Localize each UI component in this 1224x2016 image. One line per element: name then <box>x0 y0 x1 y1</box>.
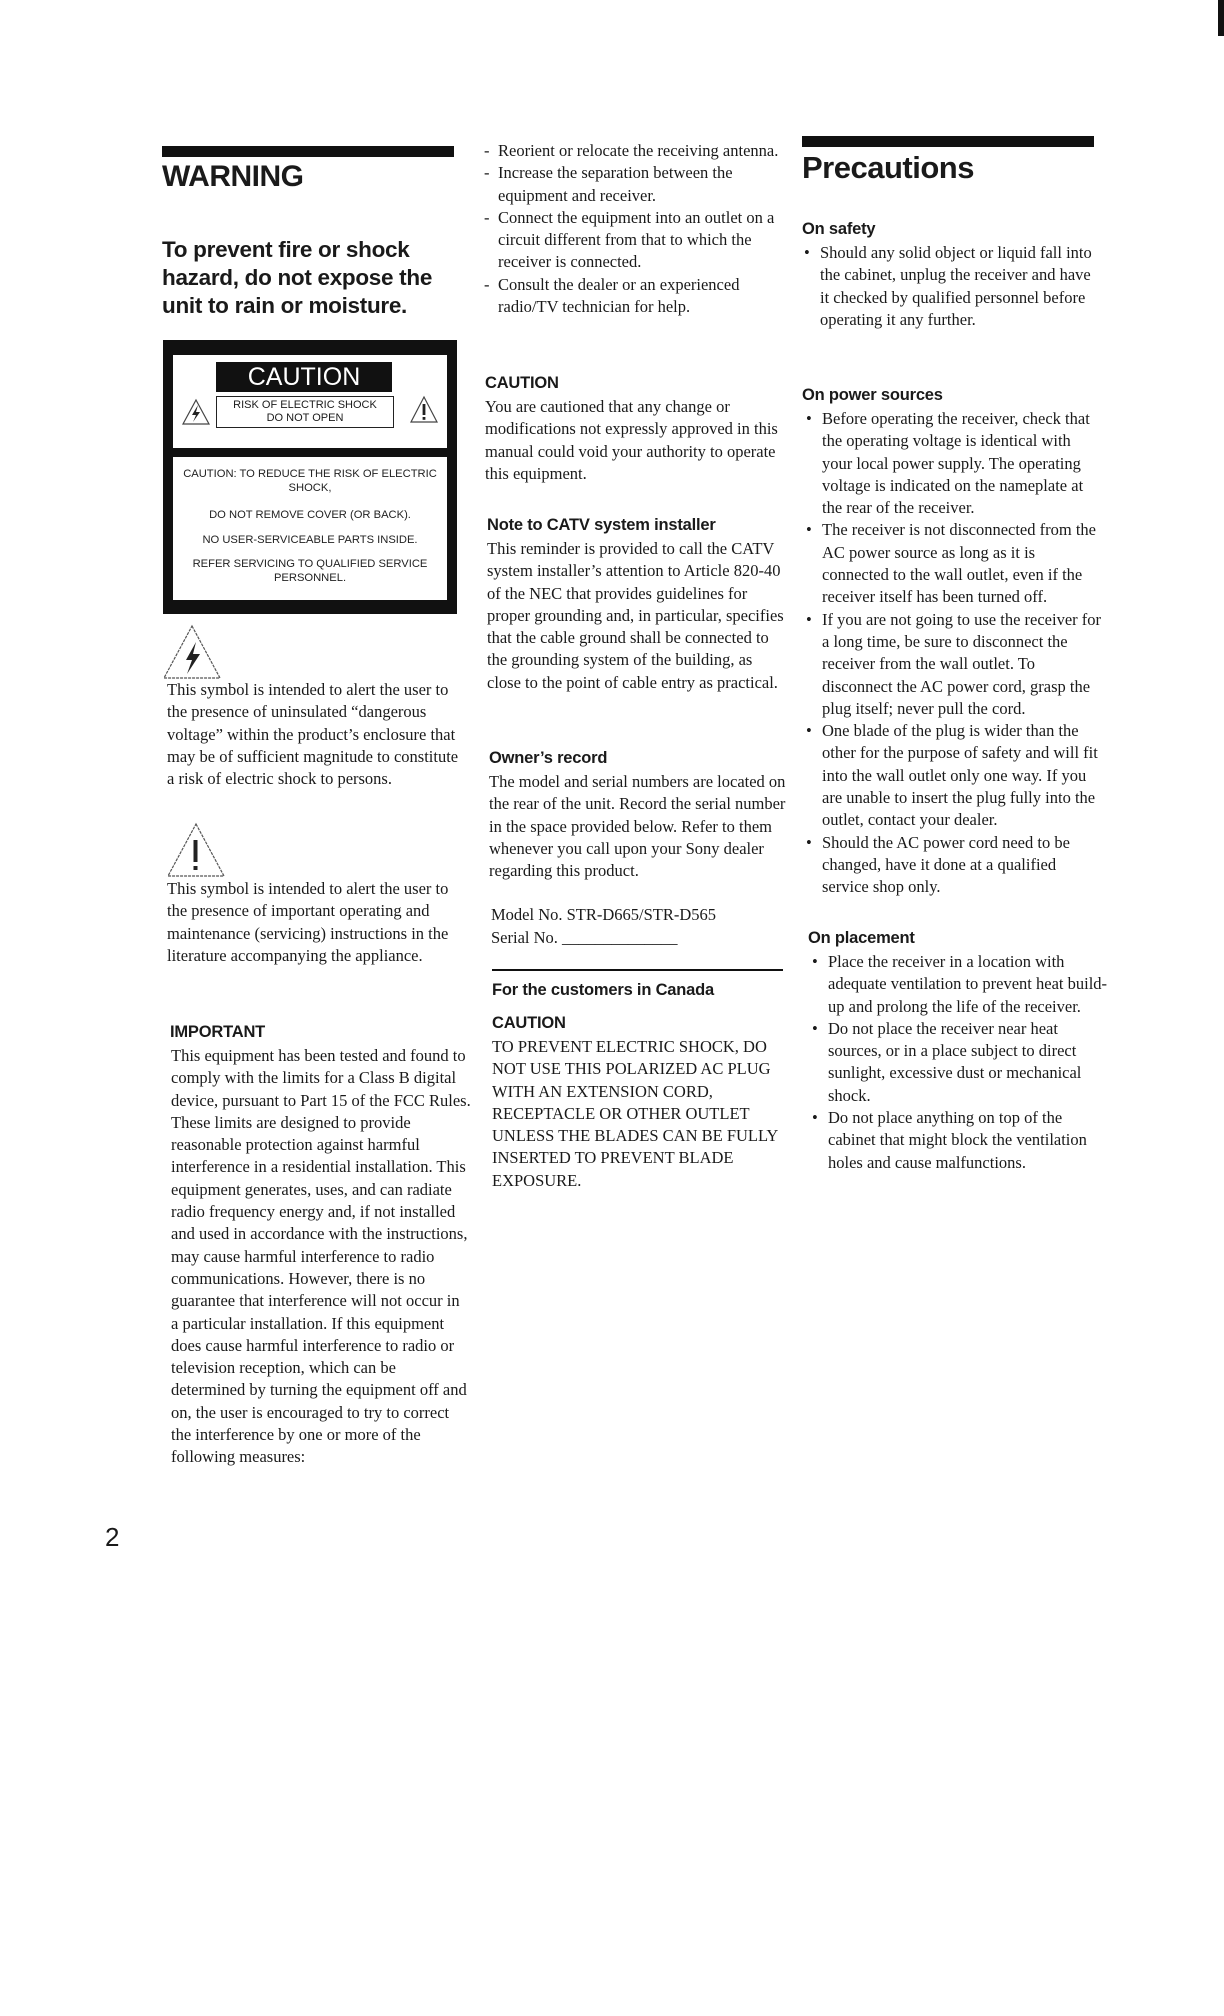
power-heading: On power sources <box>802 386 943 404</box>
caution-label-title: CAUTION <box>216 362 392 392</box>
caution-sub-line2: DO NOT OPEN <box>266 412 344 424</box>
safety-heading: On safety <box>802 220 876 238</box>
list-item: • Should the AC power cord need to be changed, have it done at a qualified service shop only. <box>804 832 1104 899</box>
warning-subtitle: To prevent fire or shock hazard, do not expose the unit to rain or moisture. <box>162 237 433 318</box>
list-item: • If you are not going to use the receiver for a long time, be sure to disconnect the receiver from the wall outlet. To disconnect the AC power cord, grasp the plug itself; never pull the cord. <box>804 609 1104 720</box>
page-number: 2 <box>105 1522 120 1552</box>
list-item: • Before operating the receiver, check that the operating voltage is identical with your local power supply. The operating voltage is indicated on the nameplate at the rear of the receiver. <box>804 408 1104 519</box>
lightning-triangle-icon <box>181 398 211 426</box>
list-item: - Consult the dealer or an experienced radio/TV technician for help. <box>484 274 784 319</box>
placement-list <box>810 951 1110 1174</box>
owners-record-text: The model and serial numbers are located on the rear of the unit. Record the serial number in the space provided below. Refer to them whenever you call upon your Sony dealer regarding this product. <box>489 772 786 881</box>
list-item: • Place the receiver in a location with adequate ventilation to prevent heat build-up and prolong the life of the receiver. <box>810 951 1110 1018</box>
important-body <box>171 1045 471 1469</box>
serial-number: Serial No. ______________ <box>491 928 678 947</box>
list-item: • One blade of the plug is wider than the other for the purpose of safety and will fit into the wall outlet only one way. If you are unable to insert the plug fully into the outlet, contact your dealer. <box>804 720 1104 831</box>
corner-mark <box>1218 0 1224 36</box>
important-para2: These limits are designed to provide reasonable protection against harmful interference in a residential installation. This equipment generates, uses, and can radiate radio frequency energy and, if not installed and used in accordance with the instructions, may cause harmful interference to radio communications. However, there is no guarantee that interference will not occur in a particular installation. If this equipment does cause harmful interference to radio or television reception, which can be determined by turning the equipment off and on, the user is encouraged to try to correct the interference by one or more of the following measures: <box>171 1112 468 1467</box>
catv-heading: Note to CATV system installer <box>487 516 716 534</box>
precautions-rule <box>802 136 1094 147</box>
caution-sub-line1: RISK OF ELECTRIC SHOCK <box>233 399 377 411</box>
measures-list <box>484 140 784 318</box>
voltage-warning-icon <box>160 622 224 682</box>
precautions-title: Precautions <box>802 150 974 185</box>
power-list <box>804 408 1104 899</box>
caution-line3: NO USER-SERVICEABLE PARTS INSIDE. <box>202 533 418 546</box>
caution-label-top <box>173 355 447 448</box>
canada-rule <box>492 969 783 971</box>
placement-heading: On placement <box>808 929 915 947</box>
voltage-symbol-text: This symbol is intended to alert the user to the presence of uninsulated “dangerous voltage” within the product’s enclosure that may be of sufficient magnitude to constitute a risk of electric shock to persons. <box>167 680 459 789</box>
catv-text: This reminder is provided to call the CATV system installer’s attention to Article 820-40 of the NEC that provides guidelines for proper grounding and, in particular, specifies that the cable ground shall be connected to the grounding system of the building, as close to the point of cable entry as practical. <box>487 539 784 692</box>
list-item: - Connect the equipment into an outlet on a circuit different from that to which the receiver is connected. <box>484 207 784 274</box>
caution-text: You are cautioned that any change or modifications not expressly approved in this manual could void your authority to operate this equipment. <box>485 397 778 483</box>
exclamation-warning-icon <box>164 820 228 880</box>
caution-label-box <box>163 340 457 614</box>
model-number: Model No. STR-D665/STR-D565 <box>491 905 717 924</box>
caution-line1: CAUTION: TO REDUCE THE RISK OF ELECTRIC SHOCK, <box>183 468 437 494</box>
owners-record-heading: Owner’s record <box>489 749 608 767</box>
caution-label-bottom <box>173 457 447 600</box>
warning-rule <box>162 146 454 157</box>
list-item: - Reorient or relocate the receiving antenna. <box>484 140 784 162</box>
caution-line2: DO NOT REMOVE COVER (OR BACK). <box>209 509 411 521</box>
caution-label-sub <box>216 396 394 428</box>
list-item: - Increase the separation between the equipment and receiver. <box>484 162 784 207</box>
safety-list <box>802 242 1102 331</box>
warning-title: WARNING <box>162 160 304 193</box>
caution-line4: REFER SERVICING TO QUALIFIED SERVICE PERSONNEL. <box>192 558 428 584</box>
list-item: • Do not place anything on top of the cabinet that might block the ventilation holes and cause malfunctions. <box>810 1107 1110 1174</box>
important-para1: This equipment has been tested and found to comply with the limits for a Class B digital device, pursuant to Part 15 of the FCC Rules. <box>171 1046 471 1110</box>
important-heading: IMPORTANT <box>170 1023 266 1041</box>
list-item: • Do not place the receiver near heat sources, or in a place subject to direct sunlight, excessive dust or mechanical shock. <box>810 1018 1110 1107</box>
exclamation-triangle-icon <box>409 395 439 425</box>
caution-heading: CAUTION <box>485 374 559 392</box>
canada-caution-heading: CAUTION <box>492 1014 566 1032</box>
list-item: • The receiver is not disconnected from the AC power source as long as it is connected to the wall outlet, even if the receiver itself has been turned off. <box>804 519 1104 608</box>
list-item: • Should any solid object or liquid fall into the cabinet, unplug the receiver and have it checked by qualified personnel before operating it any further. <box>802 242 1102 331</box>
canada-heading: For the customers in Canada <box>492 981 714 999</box>
important-symbol-text: This symbol is intended to alert the user to the presence of important operating and maintenance (servicing) instructions in the literature accompanying the appliance. <box>167 879 449 965</box>
canada-text: TO PREVENT ELECTRIC SHOCK, DO NOT USE THIS POLARIZED AC PLUG WITH AN EXTENSION CORD, RECEPTACLE OR OTHER OUTLET UNLESS THE BLADES CAN BE FULLY INSERTED TO PREVENT BLADE EXPOSURE. <box>492 1037 778 1190</box>
